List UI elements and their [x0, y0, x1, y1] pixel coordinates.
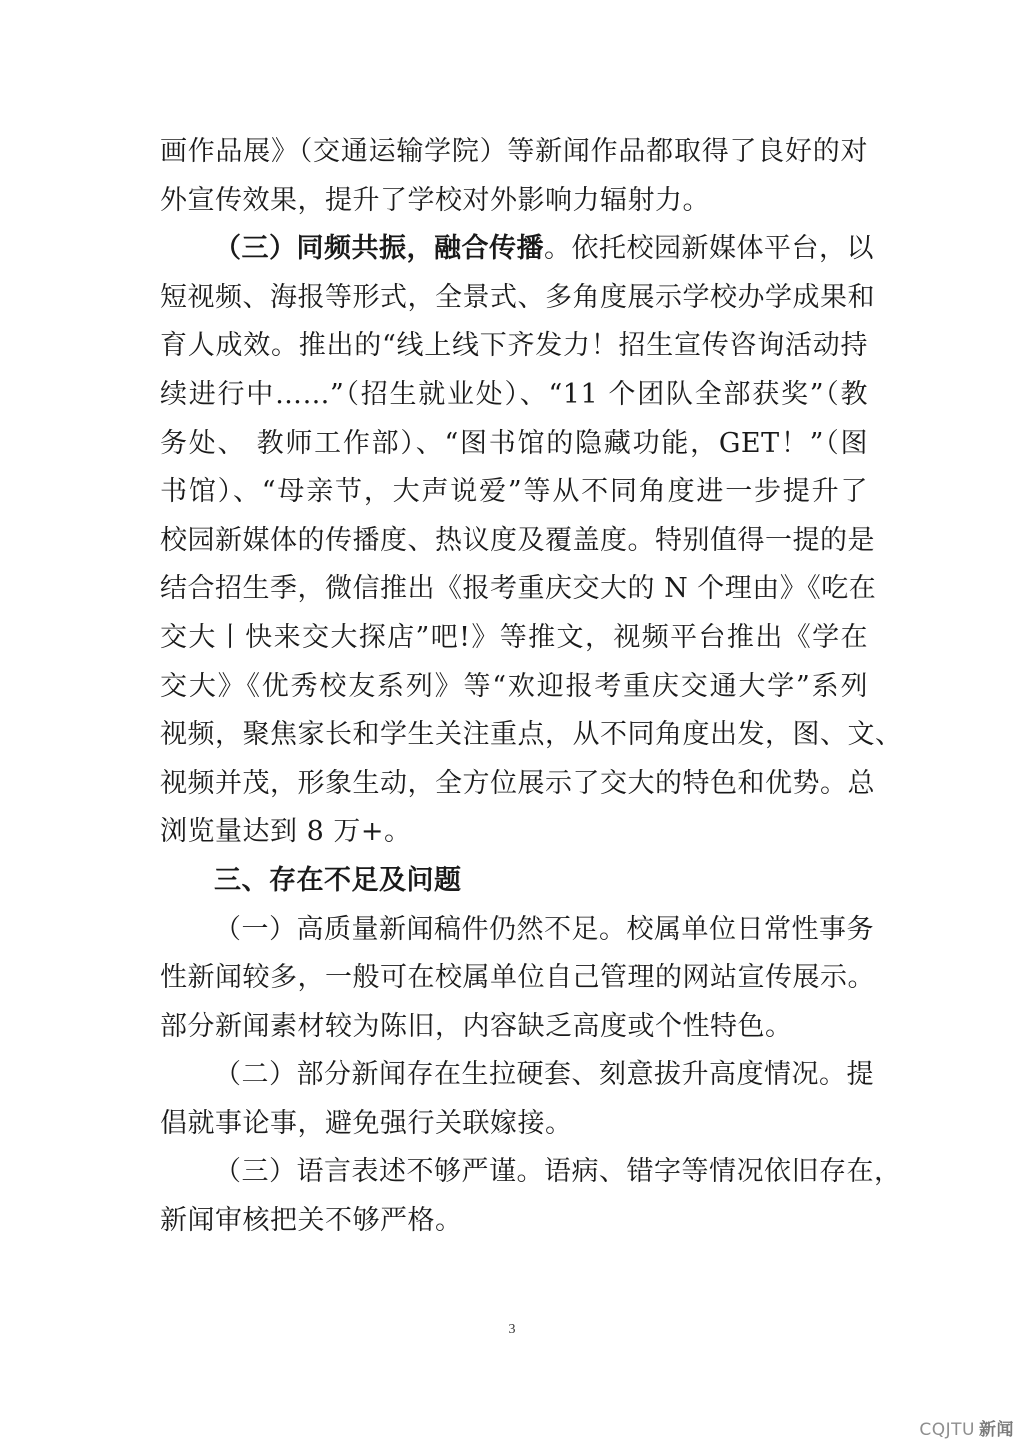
paragraph-line: 务处、 教师工作部）、“图书馆的隐藏功能，GET！”（图 [160, 427, 868, 459]
paragraph-line: （二）部分新闻存在生拉硬套、刻意拔升高度情况。提 [214, 1059, 874, 1091]
section-heading: 三、存在不足及问题 [214, 864, 462, 896]
paragraph-line: 外宣传效果，提升了学校对外影响力辐射力。 [160, 184, 710, 216]
paragraph-line: 画作品展》（交通运输学院）等新闻作品都取得了良好的对 [160, 136, 868, 167]
page-number: 3 [508, 1322, 516, 1337]
paragraph-line: 续进行中……”（招生就业处）、“11 个团队全部获奖”（教 [160, 378, 868, 410]
paragraph-line: 短视频、海报等形式，全景式、多角度展示学校办学成果和 [160, 281, 875, 313]
watermark-latin: CQJTU [919, 1420, 975, 1440]
paragraph-line: 新闻审核把关不够严格。 [160, 1205, 463, 1237]
paragraph-line [160, 225, 874, 274]
paragraph-line: 校园新媒体的传播度、热议度及覆盖度。特别值得一提的是 [160, 524, 875, 556]
watermark-chinese: 新闻 [979, 1420, 1014, 1440]
paragraph-text: 依托校园新媒体平台，以 [571, 233, 874, 265]
paragraph-line: 视频并茂，形象生动，全方位展示了交大的特色和优势。总 [160, 767, 875, 799]
paragraph-line: 书馆）、“母亲节，大声说爱”等从不同角度进一步提升了 [160, 476, 868, 508]
paragraph-line: 交大》《优秀校友系列》等“欢迎报考重庆交通大学”系列 [160, 670, 868, 702]
paragraph-line: （一）高质量新闻稿件仍然不足。校属单位日常性事务 [214, 913, 874, 945]
paragraph-line: （三）语言表述不够严谨。语病、错字等情况依旧存在， [214, 1156, 902, 1188]
paragraph-line: 结合招生季，微信推出《报考重庆交大的 N 个理由》《吃在 [160, 573, 877, 605]
subheading-period: 。 [544, 233, 572, 265]
paragraph-line: 浏览量达到 8 万+。 [160, 816, 412, 848]
paragraph-line: 倡就事论事，避免强行关联嫁接。 [160, 1107, 573, 1139]
watermark-logo [919, 1415, 1014, 1440]
paragraph-line: 部分新闻素材较为陈旧，内容缺乏高度或个性特色。 [160, 1010, 793, 1042]
section-subheading: （三）同频共振，融合传播 [214, 233, 544, 265]
document-body [160, 128, 903, 1246]
paragraph-line: 交大丨快来交大探店”吧!》等推文，视频平台推出《学在 [160, 621, 868, 653]
paragraph-line: 育人成效。推出的“线上线下齐发力！招生宣传咨询活动持 [160, 330, 868, 362]
paragraph-line: 视频，聚焦家长和学生关注重点，从不同角度出发，图、文、 [160, 719, 903, 751]
paragraph-line: 性新闻较多，一般可在校属单位自己管理的网站宣传展示。 [160, 962, 875, 994]
